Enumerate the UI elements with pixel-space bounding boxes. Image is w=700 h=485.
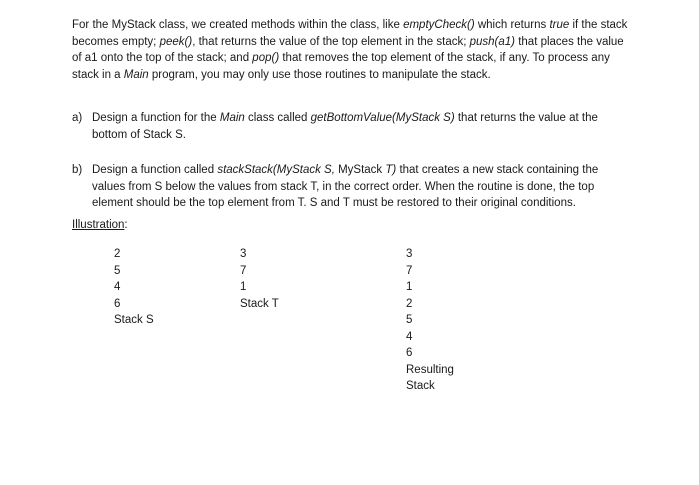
question-b-marker: b) xyxy=(72,164,83,176)
stack-s-value: 6 xyxy=(114,297,121,310)
intro-text-1: For the MyStack class, we created methods within the class, like xyxy=(72,19,404,31)
question-b-text-3: that creates a new stack containing the values from S below the values from stack T, in the correct order. When the routine is done, the top element should be the top element from T. S and T must be restored to their original conditions. xyxy=(92,164,599,209)
question-b-text-1: Design a function called xyxy=(92,164,218,176)
stack-t-value: 7 xyxy=(240,264,247,277)
question-b-function-2: T) xyxy=(385,164,397,176)
stack-s-value: 5 xyxy=(114,264,121,277)
stack-s-value: 2 xyxy=(114,248,121,260)
illustration-colon: : xyxy=(124,219,128,231)
resulting-stack-value: 2 xyxy=(406,297,413,310)
resulting-stack-value: 4 xyxy=(406,330,413,343)
question-a-text-2: class called xyxy=(244,112,311,124)
intro-text-2: which returns xyxy=(474,19,550,31)
question-b-function: stackStack(MyStack S, xyxy=(217,164,339,176)
resulting-stack-value: 5 xyxy=(406,314,413,326)
stack-t-label: Stack T xyxy=(240,297,279,310)
question-a-text-1: Design a function for the xyxy=(92,112,220,124)
stack-s-column xyxy=(114,246,154,329)
resulting-stack-label-line1: Resulting xyxy=(406,363,454,376)
method-peek: peek() xyxy=(159,35,193,48)
question-a-text-3: that returns the value at the bottom of Stack S. xyxy=(92,112,598,141)
resulting-stack-value: 7 xyxy=(406,264,413,277)
intro-paragraph xyxy=(72,17,632,83)
illustration-heading xyxy=(72,217,128,234)
intro-text-7: program, you may only use those routines to manipulate the stack. xyxy=(148,68,491,81)
intro-text-5: that places the value of a1 onto the top of the stack; and xyxy=(72,35,624,64)
question-b-text-2: MyStack xyxy=(338,164,386,176)
resulting-stack-value: 1 xyxy=(406,281,413,293)
keyword-true: true xyxy=(549,19,570,31)
resulting-stack-value: 3 xyxy=(406,248,413,260)
question-a-main: Main xyxy=(219,112,245,124)
method-emptycheck: emptyCheck() xyxy=(403,19,475,31)
stack-t-value: 3 xyxy=(240,248,247,260)
stack-s-label: Stack S xyxy=(114,314,154,326)
question-a-function: getBottomValue(MyStack S) xyxy=(310,112,455,124)
stack-s-value: 4 xyxy=(114,281,121,293)
question-a-marker: a) xyxy=(72,112,83,124)
question-a xyxy=(72,110,632,143)
stack-t-column xyxy=(240,246,279,312)
resulting-stack-label-line2: Stack xyxy=(406,380,435,392)
resulting-stack-column xyxy=(406,246,454,395)
resulting-stack-value: 6 xyxy=(406,347,413,359)
method-pop: pop() xyxy=(252,52,280,64)
stack-t-value: 1 xyxy=(240,281,247,293)
keyword-main: Main xyxy=(123,68,149,81)
intro-text-4: , that returns the value of the top element in the stack; xyxy=(192,35,470,48)
method-push: push(a1) xyxy=(469,35,516,48)
illustration-label: Illustration xyxy=(72,219,125,231)
question-b xyxy=(72,162,632,212)
intro-text-3: if the stack becomes empty; xyxy=(72,19,628,48)
intro-text-6: that removes the top element of the stack, if any. To process any stack in a xyxy=(72,52,610,81)
